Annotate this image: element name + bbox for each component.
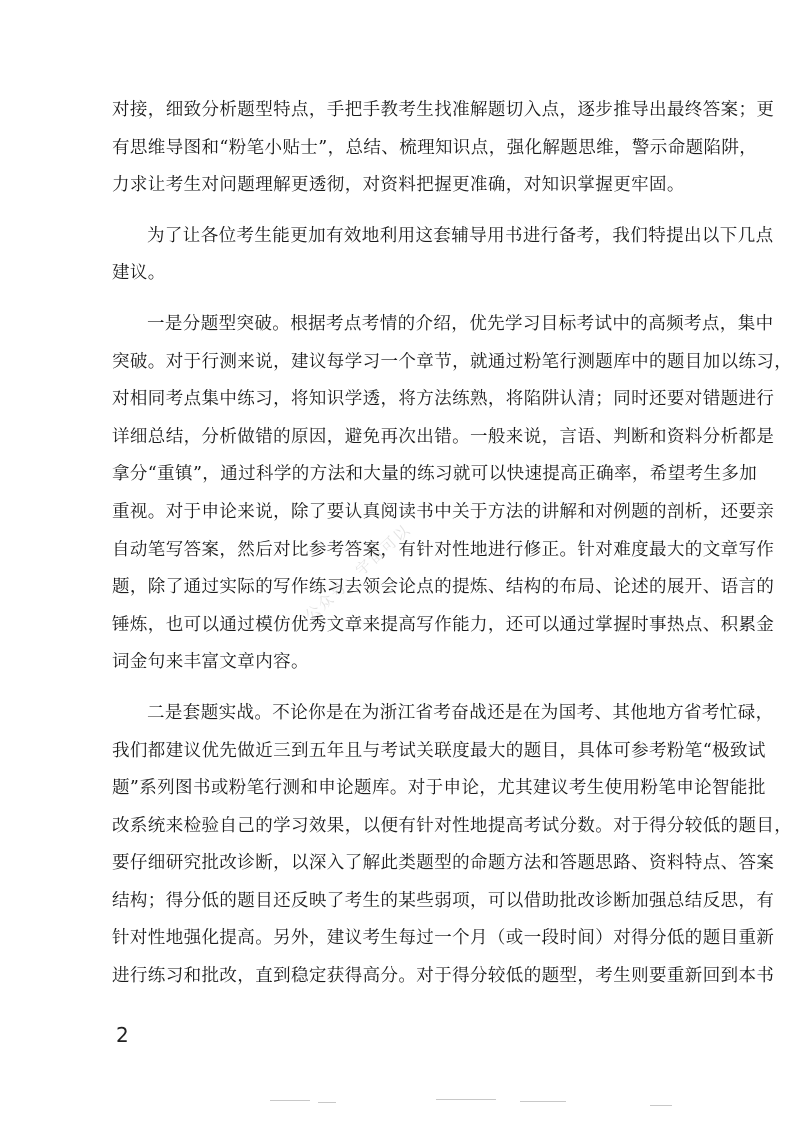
text-line: 改系统来检验自己的学习效果，以便有针对性地提高考试分数。对于得分较低的题目， — [112, 815, 793, 836]
body-text — [112, 92, 793, 996]
watermark: 公众号：宇宙可以 — [301, 520, 415, 625]
text-line: 要仔细研究批改诊断，以深入了解此类题型的命题方法和答题思路、资料特点、答案 — [112, 853, 775, 874]
text-line: 结构；得分低的题目还反映了考生的某些弱项，可以借助批改诊断加强总结反思，有 — [112, 890, 775, 911]
text-line: 详细总结，分析做错的原因，避免再次出错。一般来说，言语、判断和资料分析都是 — [112, 426, 775, 447]
text-line: 锤炼，也可以通过模仿优秀文章来提高写作能力，还可以通过掌握时事热点、积累金 — [112, 614, 775, 635]
text-line: 词金句来丰富文章内容。 — [112, 652, 309, 673]
text-line: 进行练习和批改，直到稳定获得高分。对于得分较低的题型，考生则要重新回到本书 — [112, 966, 775, 987]
paragraph-2 — [112, 218, 774, 293]
paragraph-4 — [112, 695, 793, 996]
text-line: 有思维导图和“粉笔小贴士”，总结、梳理知识点，强化解题思维，警示命题陷阱， — [112, 137, 758, 158]
text-line: 突破。对于行测来说，建议每学习一个章节，就通过粉笔行测题库中的题目加以练习， — [112, 351, 793, 372]
text-line: 建议。 — [112, 263, 166, 284]
text-line: 针对性地强化提高。另外，建议考生每过一个月（或一段时间）对得分低的题目重新 — [112, 928, 775, 949]
text-line: 拿分“重镇”，通过科学的方法和大量的练习就可以快速提高正确率，希望考生多加 — [112, 464, 758, 485]
paragraph-3 — [112, 306, 793, 682]
text-line: 力求让考生对问题理解更透彻，对资料把握更准确，对知识掌握更牢固。 — [112, 175, 685, 196]
scan-artifacts — [0, 1096, 800, 1116]
paragraph-1 — [112, 92, 775, 205]
text-line: 为了让各位考生能更加有效地利用这套辅导用书进行备考，我们特提出以下几点 — [147, 225, 774, 246]
text-line: 题，除了通过实际的写作练习去领会论点的提炼、结构的布局、论述的展开、语言的 — [112, 577, 775, 598]
text-line: 我们都建议优先做近三到五年且与考试关联度最大的题目，具体可参考粉笔“极致试 — [112, 740, 766, 761]
page-number: 2 — [116, 1023, 129, 1047]
text-line: 题”系列图书或粉笔行测和申论题库。对于申论，尤其建议考生使用粉笔申论智能批 — [112, 778, 766, 799]
text-line: 对接，细致分析题型特点，手把手教考生找准解题切入点，逐步推导出最终答案；更 — [112, 100, 775, 120]
text-line: 对相同考点集中练习，将知识学透，将方法练熟，将陷阱认清；同时还要对错题进行 — [112, 389, 775, 410]
text-line: 一是分题型突破。根据考点考情的介绍，优先学习目标考试中的高频考点，集中 — [147, 313, 774, 334]
text-line: 二是套题实战。不论你是在为浙江省考奋战还是在为国考、其他地方省考忙碌， — [147, 702, 774, 723]
text-line: 重视。对于申论来说，除了要认真阅读书中关于方法的讲解和对例题的剖析，还要亲 — [112, 501, 775, 522]
text-line: 自动笔写答案，然后对比参考答案，有针对性地进行修正。针对难度最大的文章写作 — [112, 539, 775, 560]
